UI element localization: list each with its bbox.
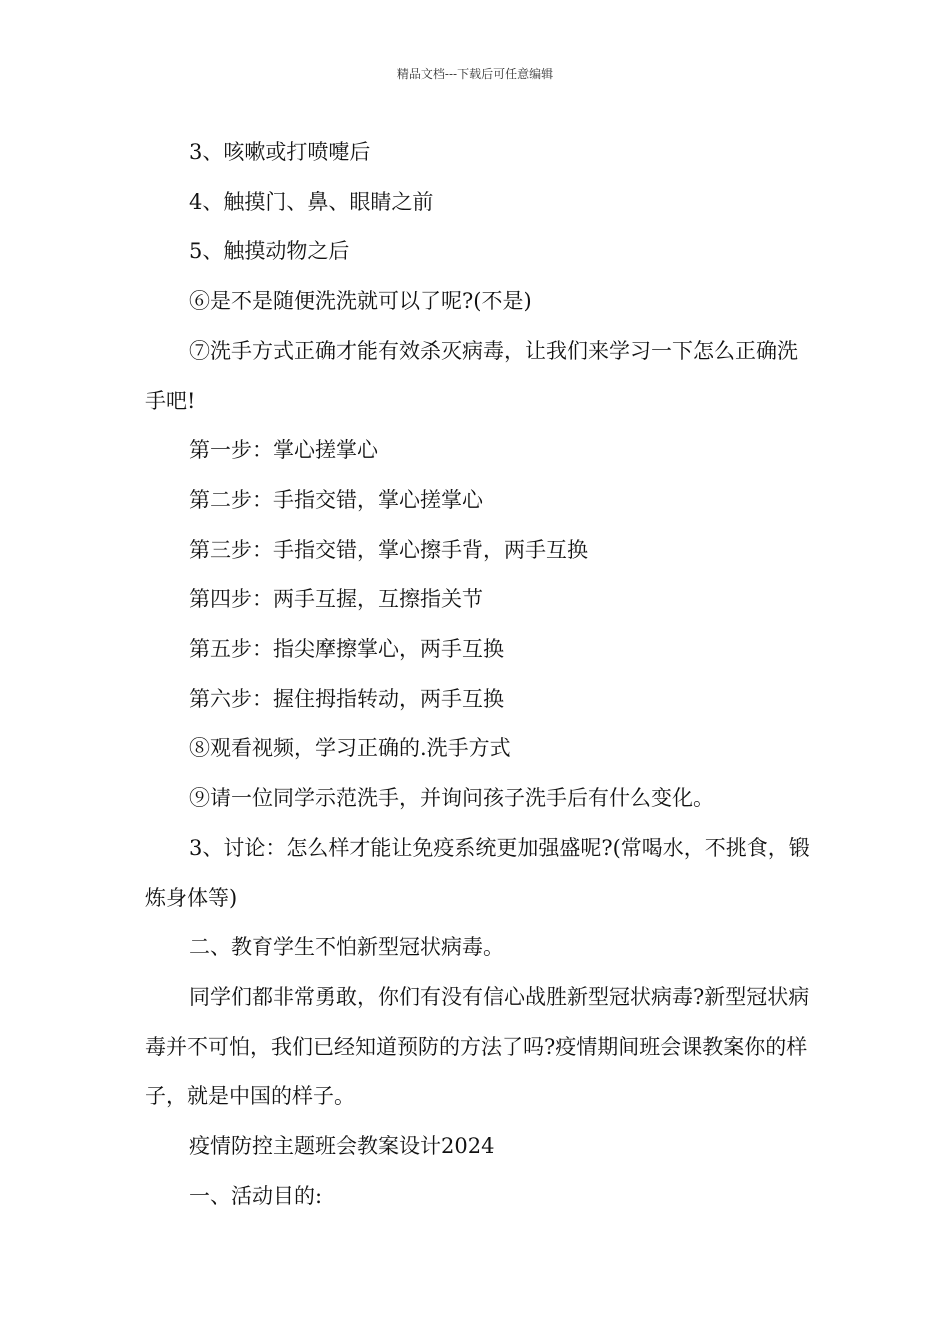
paragraph: ⑦洗手方式正确才能有效杀灭病毒，让我们来学习一下怎么正确洗手吧! xyxy=(145,338,798,413)
paragraph: ⑧观看视频，学习正确的.洗手方式 xyxy=(189,736,511,761)
document-body xyxy=(145,128,813,1221)
paragraph: 3、讨论：怎么样才能让免疫系统更加强盛呢?(常喝水，不挑食，锻炼身体等) xyxy=(145,835,810,910)
paragraph: 第四步：两手互握，互擦指关节 xyxy=(189,587,483,612)
page-header: 精品文档---下载后可任意编辑 xyxy=(396,67,554,81)
paragraph: ⑥是不是随便洗洗就可以了呢?(不是) xyxy=(189,289,532,314)
document-title: 疫情防控主题班会教案设计2024 xyxy=(189,1134,495,1159)
paragraph: 第二步：手指交错，掌心搓掌心 xyxy=(189,487,483,512)
section-heading: 二、教育学生不怕新型冠状病毒。 xyxy=(189,935,504,960)
paragraph: 同学们都非常勇敢，你们有没有信心战胜新型冠状病毒?新型冠状病毒并不可怕，我们已经知道预防的方法了吗?疫情期间班会课教案你的样子，就是中国的样子。 xyxy=(145,984,810,1109)
paragraph: 第一步：掌心搓掌心 xyxy=(189,438,378,463)
paragraph: 3、咳嗽或打喷嚏后 xyxy=(189,140,371,164)
paragraph: 5、触摸动物之后 xyxy=(189,239,350,264)
paragraph: ⑨请一位同学示范洗手，并询问孩子洗手后有什么变化。 xyxy=(189,786,714,811)
paragraph: 第三步：手指交错，掌心擦手背，两手互换 xyxy=(189,537,588,562)
section-heading: 一、活动目的: xyxy=(189,1183,323,1208)
paragraph: 第五步：指尖摩擦掌心，两手互换 xyxy=(189,637,504,662)
paragraph: 4、触摸门、鼻、眼睛之前 xyxy=(189,189,434,214)
paragraph: 第六步：握住拇指转动，两手互换 xyxy=(189,686,504,711)
